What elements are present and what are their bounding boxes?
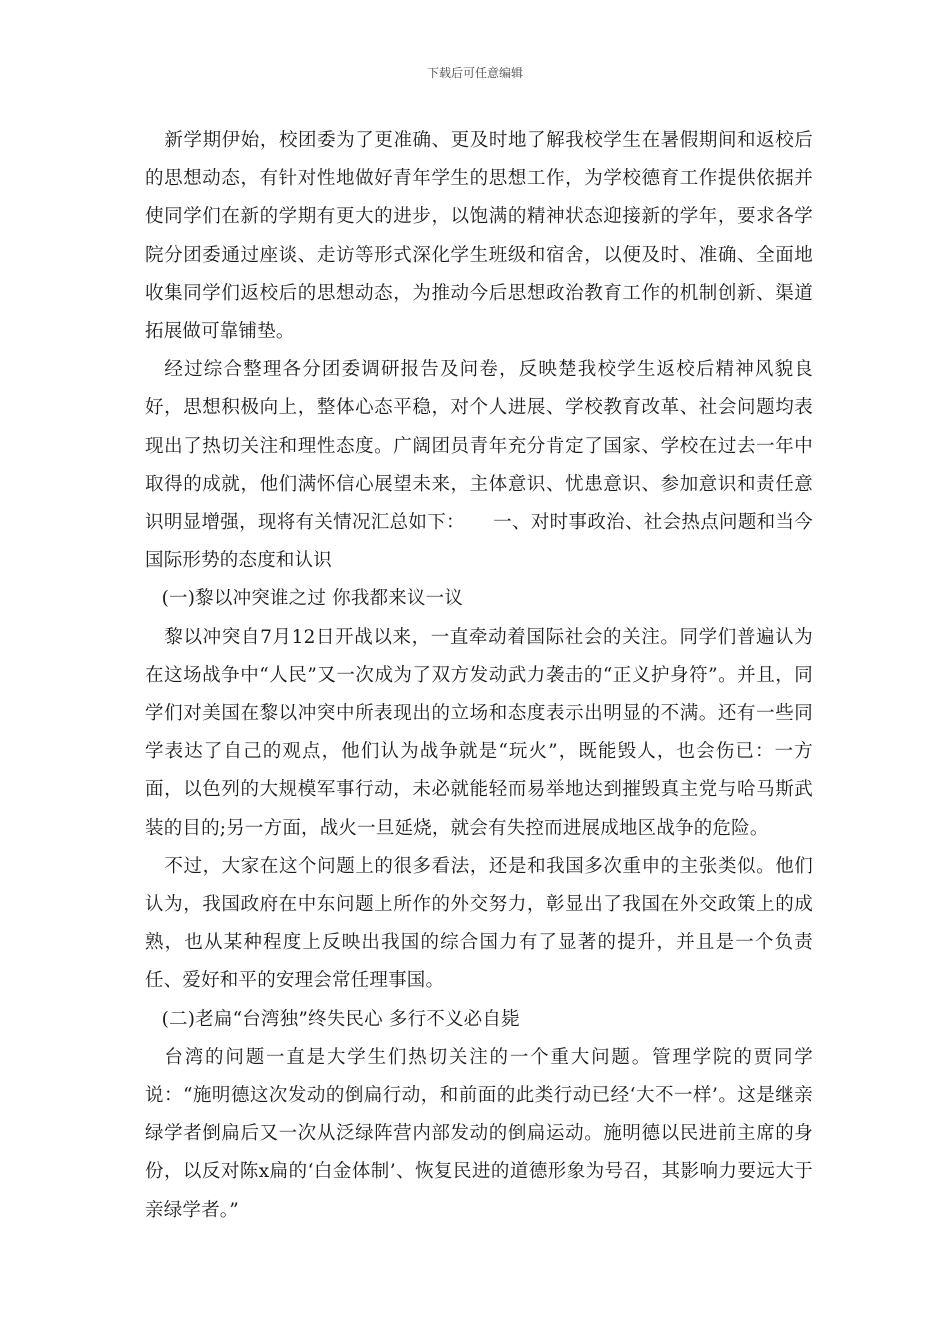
paragraph-intro: 新学期伊始，校团委为了更准确、更及时地了解我校学生在暑假期间和返校后的思想动态，有针对性地做好青年学生的思想工作，为学校德育工作提供依据并使同学们在新的学期有更大的进步，以饱满的精神状态迎接新的学年，要求各学院分团委通过座谈、走访等形式深化学生班级和宿舍，以便及时、准确、全面地收集同学们返校后的思想动态，为推动今后思想政治教育工作的机制创新、渠道拓展做可靠铺垫。	[145, 130, 813, 343]
subheading-1: (一)黎以冲突谁之过 你我都来议一议	[161, 588, 464, 610]
document-body	[145, 122, 813, 1230]
page-header-note: 下载后可任意编辑	[426, 66, 523, 80]
paragraph-conflict: 黎以冲突自7月12日开战以来，一直牵动着国际社会的关注。同学们普遍认为在这场战争中“人民”又一次成为了双方发动武力袭击的“正义护身符”。并且，同学们对美国在黎以冲突中所表现出的立场和态度表示出明显的不满。还有一些同学表达了自己的观点，他们认为战争就是“玩火”，既能毁人，也会伤已：一方面，以色列的大规模军事行动，未必就能轻而易举地达到摧毁真主党与哈马斯武装的目的;另一方面，战火一旦延烧，就会有失控而进展成地区战争的危险。	[145, 626, 813, 839]
paragraph-summary: 经过综合整理各分团委调研报告及问卷，反映楚我校学生返校后精神风貌良好，思想积极向上，整体心态平稳，对个人进展、学校教育改革、社会问题均表现出了热切关注和理性态度。广阔团员青年充分肯定了国家、学校在过去一年中取得的成就，他们满怀信心展望未来，主体意识、忧患意识、参加意识和责任意识明显增强，现将有关情况汇总如下： 一、对时事政治、社会热点问题和当今国际形势的态度和认识	[145, 359, 813, 572]
paragraph-taiwan: 台湾的问题一直是大学生们热切关注的一个重大问题。管理学院的贾同学说：“施明德这次发动的倒扁行动，和前面的此类行动已经‘大不一样’。这是继亲绿学者倒扁后又一次从泛绿阵营内部发动的倒扁运动。施明德以民进前主席的身份，以反对陈x扁的‘白金体制’、恢复民进的道德形象为号召，其影响力要远大于亲绿学者。”	[145, 1046, 813, 1221]
subheading-2: (二)老扁“台湾独”终失民心 多行不义必自毙	[161, 1008, 520, 1030]
paragraph-views: 不过，大家在这个问题上的很多看法，还是和我国多次重申的主张类似。他们认为，我国政府在中东问题上所作的外交努力，彰显出了我国在外交政策上的成熟，也从某种程度上反映出我国的综合国力有了显著的提升，并且是一个负责任、爱好和平的安理会常任理事国。	[145, 855, 813, 992]
